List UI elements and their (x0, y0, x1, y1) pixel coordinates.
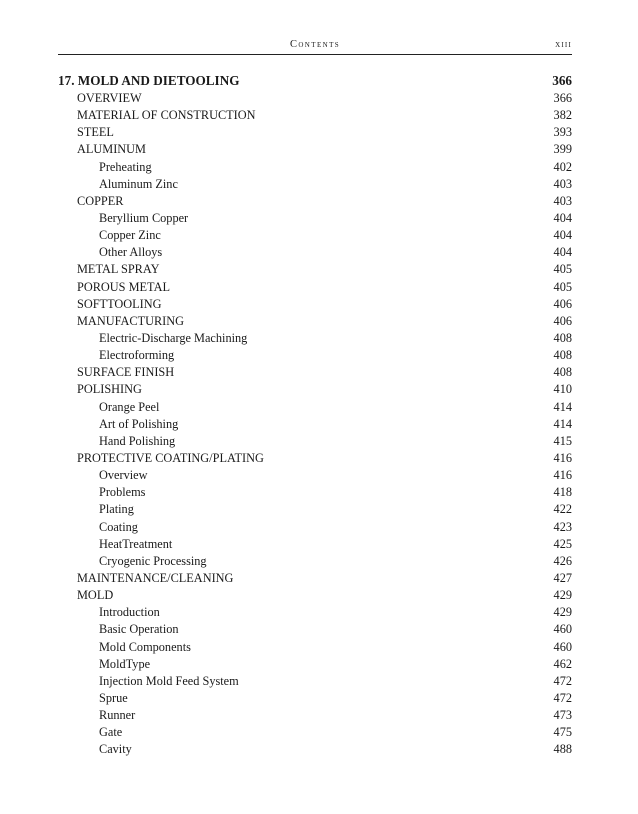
toc-entry-page: 399 (553, 142, 572, 157)
toc-entry-label: Hand Polishing (99, 433, 176, 448)
toc-section-entry[interactable] (58, 570, 572, 587)
toc-entry-label: MAINTENANCE/CLEANING (77, 570, 234, 585)
toc-entry-label: HeatTreatment (99, 536, 173, 551)
toc-entry-page: 408 (553, 365, 572, 380)
toc-section-entry[interactable] (58, 124, 572, 141)
toc-entry-label: Preheating (99, 159, 152, 174)
toc-subsection-entry[interactable] (58, 501, 572, 518)
toc-subsection-entry[interactable] (58, 724, 572, 741)
toc-subsection-entry[interactable] (58, 484, 572, 501)
toc-entry-page: 403 (553, 193, 572, 208)
toc-subsection-entry[interactable] (58, 553, 572, 570)
toc-entry-page: 460 (553, 622, 572, 637)
toc-entry-page: 473 (553, 708, 572, 723)
toc-entry-page: 427 (553, 570, 572, 585)
toc-subsection-entry[interactable] (58, 227, 572, 244)
toc-entry-page: 488 (553, 742, 572, 757)
toc-section-entry[interactable] (58, 90, 572, 107)
toc-entry-label: Electric-Discharge Machining (99, 330, 248, 345)
toc-entry-label: Introduction (99, 605, 160, 620)
toc-entry-page: 422 (553, 502, 572, 517)
toc-entry-label: Runner (99, 708, 136, 723)
toc-entry-page: 429 (553, 588, 572, 603)
toc-section-entry[interactable] (58, 587, 572, 604)
toc-subsection-entry[interactable] (58, 347, 572, 364)
toc-section-entry[interactable] (58, 381, 572, 398)
toc-subsection-entry[interactable] (58, 621, 572, 638)
toc-section-entry[interactable] (58, 313, 572, 330)
toc-subsection-entry[interactable] (58, 741, 572, 758)
toc-entry-page: 415 (553, 433, 572, 448)
toc-subsection-entry[interactable] (58, 433, 572, 450)
toc-entry-page: 426 (553, 553, 572, 568)
toc-subsection-entry[interactable] (58, 536, 572, 553)
toc-chapter-title: 17. MOLD AND DIETOOLING (58, 73, 240, 88)
toc-section-entry[interactable] (58, 279, 572, 296)
toc-entry-page: 404 (553, 228, 572, 243)
toc-entry-page: 460 (553, 639, 572, 654)
toc-section-entry[interactable] (58, 141, 572, 158)
running-header-title: Contents (289, 39, 341, 50)
toc-subsection-entry[interactable] (58, 639, 572, 656)
toc-entry-label: Injection Mold Feed System (99, 673, 239, 688)
toc-entry-label: Orange Peel (99, 399, 160, 414)
toc-subsection-entry[interactable] (58, 176, 572, 193)
toc-section-entry[interactable] (58, 450, 572, 467)
toc-entry-label: METAL SPRAY (77, 262, 160, 277)
toc-chapter-entry[interactable] (58, 72, 572, 90)
toc-entry-page: 475 (553, 725, 572, 740)
toc-subsection-entry[interactable] (58, 210, 572, 227)
toc-entry-label: ALUMINUM (77, 142, 146, 157)
toc-entry-label: Beryllium Copper (99, 210, 189, 225)
toc-entry-page: 406 (553, 313, 572, 328)
toc-entry-page: 414 (553, 416, 572, 431)
toc-subsection-entry[interactable] (58, 244, 572, 261)
toc-entry-page: 382 (553, 108, 572, 123)
toc-entry-page: 408 (553, 330, 572, 345)
toc-entry-label: MoldType (99, 656, 151, 671)
toc-entry-label: OVERVIEW (77, 91, 142, 105)
toc-subsection-entry[interactable] (58, 707, 572, 724)
toc-entry-label: PROTECTIVE COATING/PLATING (77, 450, 264, 465)
toc-entry-label: Coating (99, 519, 138, 534)
toc-entry-label: SURFACE FINISH (77, 365, 175, 380)
toc-entry-label: POROUS METAL (77, 279, 170, 294)
toc-entry-label: MOLD (77, 588, 114, 603)
toc-subsection-entry[interactable] (58, 399, 572, 416)
toc-subsection-entry[interactable] (58, 673, 572, 690)
toc-section-entry[interactable] (58, 364, 572, 381)
toc-subsection-entry[interactable] (58, 416, 572, 433)
toc-entry-label: Problems (99, 485, 146, 500)
toc-entry-label: Cryogenic Processing (99, 553, 207, 568)
toc-entry-label: Aluminum Zinc (99, 176, 178, 191)
toc-entry-page: 393 (553, 125, 572, 140)
toc-entry-label: MATERIAL OF CONSTRUCTION (77, 108, 256, 123)
toc-entry-label: Other Alloys (99, 245, 163, 260)
toc-section-entry[interactable] (58, 193, 572, 210)
toc-entry-label: Cavity (99, 742, 132, 757)
toc-subsection-entry[interactable] (58, 656, 572, 673)
toc-entry-page: 406 (553, 296, 572, 311)
toc-entry-page: 423 (553, 519, 572, 534)
running-header (58, 38, 572, 55)
toc-section-entry[interactable] (58, 296, 572, 313)
toc-entry-page: 405 (553, 279, 572, 294)
toc-subsection-entry[interactable] (58, 604, 572, 621)
toc-entry-page: 416 (553, 468, 572, 483)
toc-entry-label: Plating (99, 502, 134, 517)
toc-subsection-entry[interactable] (58, 159, 572, 176)
running-header-page-number: xiii (555, 39, 572, 50)
toc-entry-page: 410 (553, 382, 572, 397)
toc-subsection-entry[interactable] (58, 519, 572, 536)
toc-entry-label: Gate (99, 725, 123, 740)
toc-subsection-entry[interactable] (58, 690, 572, 707)
toc-entry-page: 402 (553, 159, 572, 174)
toc-entry-label: Copper Zinc (99, 228, 161, 243)
toc-entry-page: 404 (553, 210, 572, 225)
toc-entry-page: 418 (553, 485, 572, 500)
table-of-contents (58, 72, 572, 758)
toc-section-entry[interactable] (58, 107, 572, 124)
toc-entry-page: 404 (553, 245, 572, 260)
toc-entry-page: 366 (553, 91, 572, 105)
toc-entry-page: 403 (553, 176, 572, 191)
toc-entry-label: MANUFACTURING (77, 313, 185, 328)
toc-entry-page: 462 (553, 656, 572, 671)
toc-chapter-page: 366 (552, 73, 572, 88)
toc-section-entry[interactable] (58, 261, 572, 278)
toc-entry-label: Art of Polishing (99, 416, 179, 431)
toc-entry-label: COPPER (77, 193, 124, 208)
toc-entry-page: 416 (553, 450, 572, 465)
toc-entry-label: Electroforming (99, 348, 175, 363)
toc-entry-label: Sprue (99, 690, 128, 705)
toc-entry-page: 405 (553, 262, 572, 277)
toc-entry-label: Overview (99, 468, 148, 483)
toc-entry-label: POLISHING (77, 382, 142, 397)
toc-entry-page: 425 (553, 536, 572, 551)
toc-entry-page: 414 (553, 399, 572, 414)
toc-entry-label: Basic Operation (99, 622, 179, 637)
toc-subsection-entry[interactable] (58, 467, 572, 484)
toc-entry-label: STEEL (77, 125, 114, 140)
toc-entry-label: SOFTTOOLING (77, 296, 162, 311)
toc-entry-page: 429 (553, 605, 572, 620)
toc-entry-page: 472 (553, 690, 572, 705)
toc-entry-page: 408 (553, 348, 572, 363)
toc-entry-label: Mold Components (99, 639, 191, 654)
toc-entry-page: 472 (553, 673, 572, 688)
toc-subsection-entry[interactable] (58, 330, 572, 347)
